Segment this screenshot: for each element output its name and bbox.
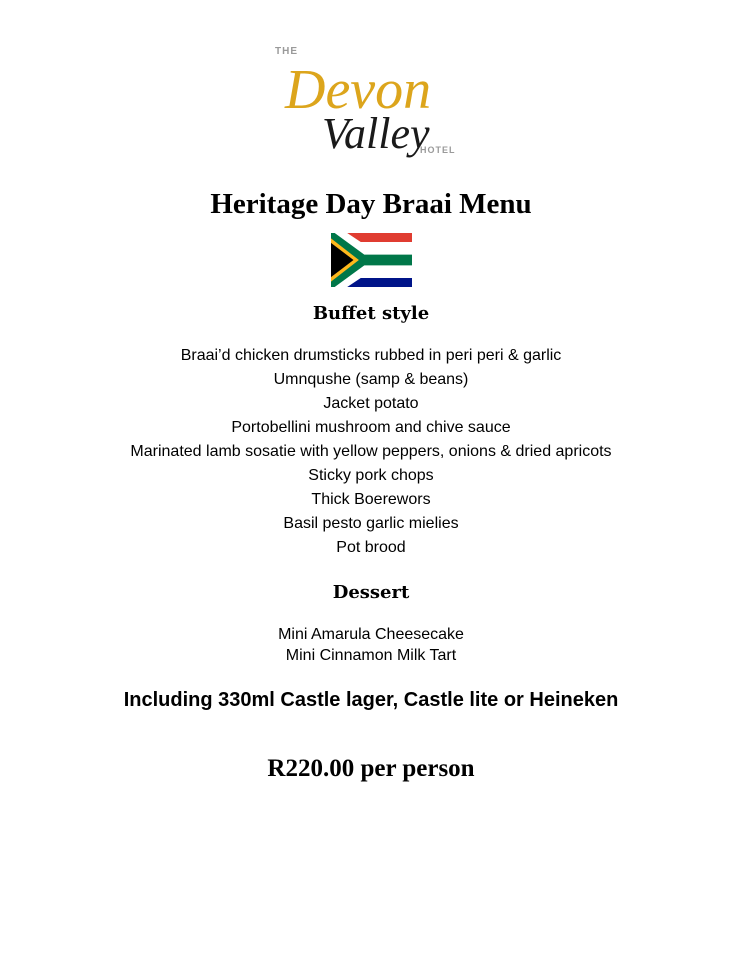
list-item: Sticky pork chops bbox=[308, 467, 434, 484]
logo-hotel-text: HOTEL bbox=[420, 145, 456, 155]
buffet-item-list bbox=[0, 344, 742, 560]
list-item: Portobellini mushroom and chive sauce bbox=[231, 419, 511, 436]
dessert-item-list bbox=[0, 624, 742, 666]
buffet-heading: Buffet style bbox=[312, 303, 430, 324]
list-item: Thick Boerewors bbox=[311, 491, 431, 508]
dessert-heading: Dessert bbox=[332, 582, 410, 603]
list-item: Umnqushe (samp & beans) bbox=[273, 371, 469, 388]
logo-valley-text: Valley bbox=[322, 109, 430, 158]
price-text: R220.00 per person bbox=[267, 755, 475, 782]
logo-devon-text: Devon bbox=[285, 59, 432, 121]
hotel-logo bbox=[270, 40, 470, 168]
list-item: Mini Cinnamon Milk Tart bbox=[285, 647, 457, 664]
list-item: Pot brood bbox=[336, 539, 406, 556]
menu-title: Heritage Day Braai Menu bbox=[210, 188, 532, 220]
list-item: Marinated lamb sosatie with yellow peppers, onions & dried apricots bbox=[130, 443, 612, 460]
list-item: Mini Amarula Cheesecake bbox=[278, 626, 464, 643]
drinks-included-text: Including 330ml Castle lager, Castle lite or Heineken bbox=[123, 689, 619, 711]
list-item: Jacket potato bbox=[323, 395, 419, 412]
list-item: Braai’d chicken drumsticks rubbed in peri peri & garlic bbox=[180, 347, 562, 364]
south-africa-flag-icon bbox=[331, 233, 412, 287]
logo-the-text: THE bbox=[275, 46, 298, 57]
list-item: Basil pesto garlic mielies bbox=[283, 515, 459, 532]
